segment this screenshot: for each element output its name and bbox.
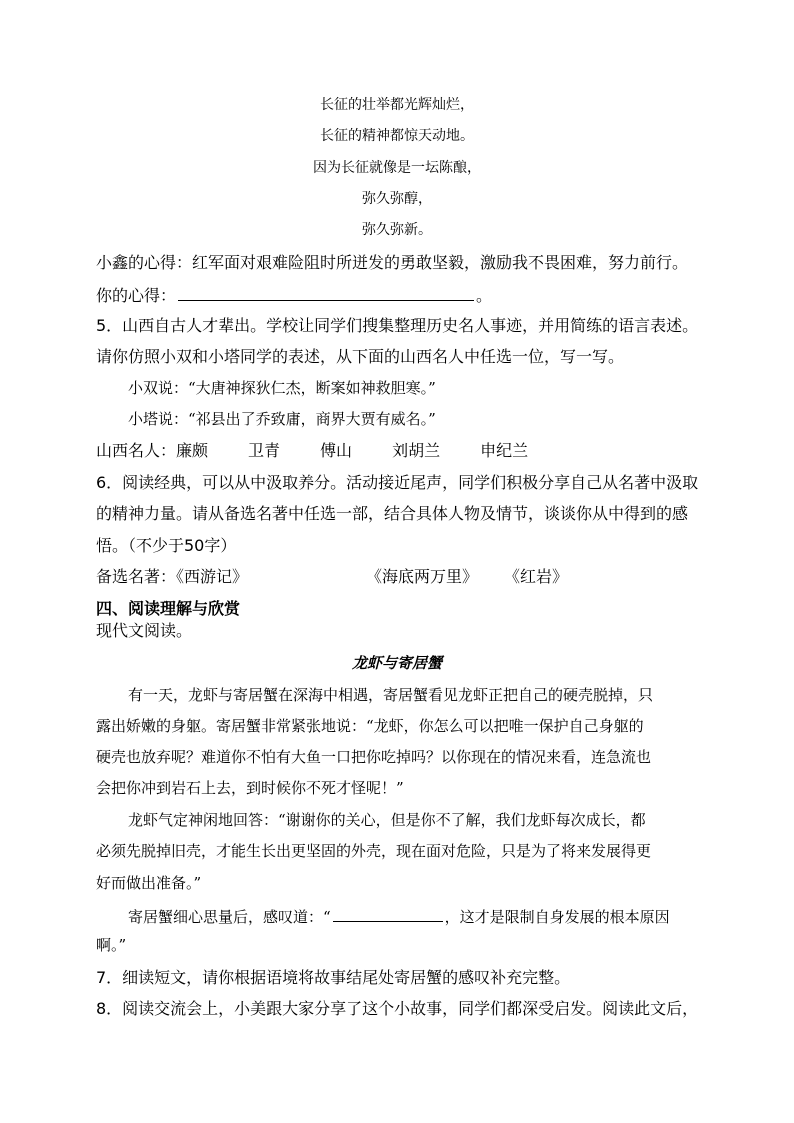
q5-xiaota: 小塔说：“祁县出了乔致庸，商界大贾有威名。” <box>128 410 436 428</box>
story-answer-blank[interactable] <box>333 907 443 922</box>
story-p3-prefix: 寄居蟹细心思量后，感叹道：“ <box>128 908 331 926</box>
q6-line-1: 6．阅读经典，可以从中汲取养分。活动接近尾声，同学们积极分享自己从名著中汲取 <box>96 473 699 492</box>
section-heading: 四、阅读理解与欣赏 <box>96 599 241 618</box>
q6-books-label: 备选名著： <box>96 567 177 586</box>
answer-blank[interactable] <box>178 286 474 301</box>
person-name: 廉颇 <box>176 441 209 460</box>
q5-people-label: 山西名人： <box>96 441 177 460</box>
q6-line-3: 悟。（不少于50字） <box>96 536 237 555</box>
story-p3-line-2: 啊。” <box>96 936 127 954</box>
book-title: 《西游记》 <box>176 567 249 586</box>
story-p3-suffix: ，这才是限制自身发展的根本原因 <box>444 908 670 926</box>
person-name: 申纪兰 <box>480 441 529 460</box>
section-subheading: 现代文阅读。 <box>96 621 193 640</box>
story-title: 龙虾与寄居蟹 <box>351 654 442 672</box>
q5-xiaoshuang: 小双说：“大唐神探狄仁杰，断案如神救胆寒。” <box>128 379 436 397</box>
story-p2-line-1: 龙虾气定神闲地回答：“谢谢你的关心，但是你不了解，我们龙虾每次成长，都 <box>128 811 646 829</box>
poem-line-4: 弥久弥醇， <box>362 191 432 207</box>
story-p1-line-4: 会把你冲到岩石上去，到时候你不死才怪呢！” <box>96 779 404 797</box>
poem-line-1: 长征的壮举都光辉灿烂， <box>320 97 474 113</box>
q5-line-1: 5．山西自古人才辈出。学校让同学们搜集整理历史名人事迹，并用简练的语言表述。 <box>96 316 699 335</box>
story-p1-line-3: 硬壳也放弃呢？难道你不怕有大鱼一口把你吃掉吗？以你现在的情况来看，连急流也 <box>96 748 652 766</box>
q6-books-line <box>96 569 568 585</box>
q5-people-line <box>96 443 528 459</box>
person-name: 傅山 <box>320 441 353 460</box>
q6-line-2: 的精神力量。请从备选名著中任选一部，结合具体人物及情节，谈谈你从中得到的感 <box>96 504 689 523</box>
q5-line-2: 请你仿照小双和小塔同学的表述，从下面的山西名人中任选一位，写一写。 <box>96 347 625 366</box>
story-p1-line-2: 露出娇嫩的身躯。寄居蟹非常紧张地说：“龙虾，你怎么可以把唯一保护自己身躯的 <box>96 717 644 735</box>
story-p2-line-3: 好而做出准备。” <box>96 874 202 892</box>
book-title: 《海底两万里》 <box>366 567 479 586</box>
poem-line-5: 弥久弥新。 <box>362 222 432 238</box>
story-p2-line-2: 必须先脱掉旧壳，才能生长出更坚固的外壳，现在面对危险，只是为了将来发展得更 <box>96 842 652 860</box>
your-reflection-label: 你的心得： <box>96 286 177 305</box>
q8-text: 8．阅读交流会上，小美跟大家分享了这个小故事，同学们都深受启发。阅读此文后， <box>96 999 699 1018</box>
q7-text: 7．细读短文，请你根据语境将故事结尾处寄居蟹的感叹补充完整。 <box>96 968 571 987</box>
story-p3-line-1 <box>128 907 670 925</box>
xiaoxin-reflection: 小鑫的心得：红军面对艰难险阻时所迸发的勇敢坚毅，激励我不畏困难，努力前行。 <box>96 253 689 272</box>
poem-line-3: 因为长征就像是一坛陈酿， <box>313 160 481 176</box>
book-title: 《红岩》 <box>504 567 569 586</box>
story-p1-line-1: 有一天，龙虾与寄居蟹在深海中相遇，寄居蟹看见龙虾正把自己的硬壳脱掉，只 <box>128 686 654 704</box>
poem-line-2: 长征的精神都惊天动地。 <box>320 128 474 144</box>
person-name: 卫青 <box>248 441 281 460</box>
person-name: 刘胡兰 <box>392 441 441 460</box>
your-reflection-end: 。 <box>476 286 493 305</box>
your-reflection-line <box>96 286 492 304</box>
